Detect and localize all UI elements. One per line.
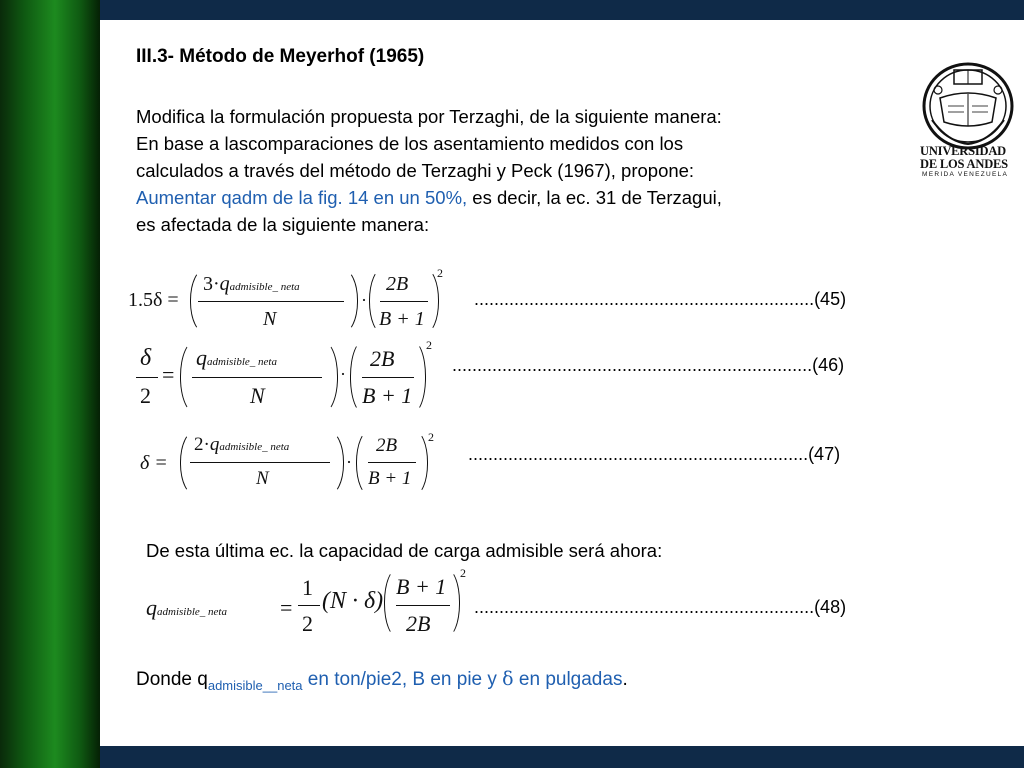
- eq48-equals: =: [280, 595, 293, 620]
- eq46-lhs-den: 2: [140, 383, 151, 408]
- eq46-num-right: 2B: [370, 346, 395, 371]
- eq46-equals: =: [162, 362, 175, 387]
- eq47-num-right: 2B: [376, 435, 398, 456]
- logo-text-line-1: UNIVERSIDAD: [920, 144, 1007, 158]
- eq45-num: [203, 273, 300, 296]
- eq48-lhs: [146, 595, 227, 621]
- eq48-half-num: 1: [302, 575, 313, 600]
- top-decorative-bar: [100, 0, 1024, 20]
- eq46-exp: 2: [426, 338, 432, 352]
- left-decorative-bar: [0, 0, 100, 768]
- eq48-q: q: [146, 595, 157, 620]
- eq48-q-sub: admisible_ neta: [157, 606, 227, 618]
- paragraph-line-3: calculados a través del método de Terzaghi y Peck (1967), propone:: [136, 160, 695, 181]
- paragraph-line-2: En base a lascomparaciones de los asentamiento medidos con los: [136, 133, 684, 154]
- paragraph-line-1: Modifica la formulación propuesta por Terzaghi, de la siguiente manera:: [136, 106, 722, 127]
- eq45-frac-line-right: [380, 301, 428, 302]
- eq45-coef: 3·: [203, 273, 220, 295]
- paragraph-line-4: [136, 187, 722, 209]
- eq47-frac-line: [190, 462, 330, 463]
- eq48-half-den: 2: [302, 611, 313, 636]
- donde-units-text: en ton/pie2, B en pie y: [302, 669, 503, 690]
- eq45-frac-line: [198, 301, 344, 302]
- eq45-ref: ....................................................................(45): [474, 289, 847, 309]
- eq45-den: N: [263, 308, 277, 330]
- donde-period: .: [622, 669, 628, 690]
- eq48-num-right: B + 1: [396, 574, 447, 599]
- eq46-frac-line-right: [362, 377, 414, 378]
- donde-line: [136, 668, 628, 693]
- eq45-q: q: [219, 273, 230, 295]
- donde-end: en pulgadas: [513, 669, 623, 690]
- eq45-lhs: 1.5δ =: [128, 289, 179, 311]
- logo-text-line-3: MERIDA VENEZUELA: [922, 171, 1009, 178]
- eq47-den-right: B + 1: [368, 468, 412, 489]
- eq46-frac-line: [192, 377, 322, 378]
- eq45-q-sub: admisible_ neta: [229, 281, 300, 293]
- eq46-den-right: B + 1: [362, 383, 413, 408]
- paragraph-line-5: es afectada de la siguiente manera:: [136, 214, 430, 235]
- eq48-frac-line-right: [396, 605, 450, 606]
- eq46-q: q: [196, 345, 207, 370]
- slide-title: III.3- Método de Meyerhof (1965): [136, 46, 425, 67]
- bottom-decorative-bar: [100, 746, 1024, 768]
- eq47-frac-line-right: [368, 462, 416, 463]
- text-after-equations: De esta última ec. la capacidad de carga admisible será ahora:: [146, 540, 663, 561]
- eq46-lhs-num: δ: [140, 345, 152, 371]
- eq46-den: N: [250, 383, 265, 408]
- eq47-lhs: δ =: [140, 452, 168, 474]
- eq48-half-line: [298, 605, 320, 606]
- eq47-q: q: [209, 434, 220, 455]
- eq47-exp: 2: [428, 430, 434, 444]
- eq47-dot: ·: [346, 452, 352, 472]
- eq47-coef: 2·: [194, 434, 210, 455]
- highlight-text: Aumentar qadm de la fig. 14 en un 50%,: [136, 187, 468, 208]
- donde-delta: δ: [502, 668, 514, 690]
- eq47-q-sub: admisible_ neta: [219, 441, 290, 453]
- paragraph-line-4-rest: es decir, la ec. 31 de Terzagui,: [467, 187, 722, 208]
- eq45-exp: 2: [437, 266, 443, 280]
- donde-subscript: admisible__neta: [207, 678, 303, 693]
- eq48-mid: (N · δ): [322, 588, 384, 614]
- eq47-ref: ....................................................................(47): [468, 444, 841, 464]
- eq46-q-sub: admisible_ neta: [207, 356, 277, 368]
- eq48-exp: 2: [460, 566, 466, 580]
- eq45-den-right: B + 1: [379, 308, 425, 330]
- eq48-den-right: 2B: [406, 611, 431, 636]
- eq46-dot: ·: [340, 364, 346, 384]
- eq47-den: N: [256, 468, 269, 489]
- logo-text-line-2: DE LOS ANDES: [920, 157, 1008, 171]
- eq46-lhs-line: [136, 377, 158, 378]
- donde-prefix: Donde q: [136, 669, 208, 690]
- eq46-ref: ........................................................................(46): [452, 355, 845, 375]
- eq47-num: [194, 434, 289, 456]
- eq46-num: [196, 345, 277, 371]
- eq45-num-right: 2B: [386, 273, 409, 295]
- eq45-dot: ·: [361, 290, 367, 310]
- eq48-ref: ....................................................................(48): [474, 597, 847, 617]
